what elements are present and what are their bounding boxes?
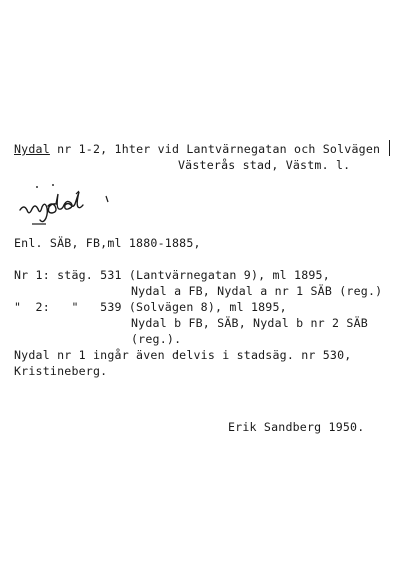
card-edge-mark	[389, 140, 390, 156]
nr1-line-a: Nr 1: stäg. 531 (Lantvärnegatan 9), ml 1895,	[14, 268, 330, 282]
header-line-2: Västerås stad, Västm. l.	[178, 158, 351, 172]
ink-speck	[52, 184, 54, 186]
nr1-line-b: Nydal a FB, Nydal a nr 1 SÄB (reg.)	[131, 284, 383, 298]
note-line-a: Nydal nr 1 ingår även delvis i stadsäg. nr 530,	[14, 348, 352, 362]
enl-line: Enl. SÄB, FB,ml 1880-1885,	[14, 236, 201, 250]
place-name: Nydal	[14, 142, 50, 156]
ink-speck	[36, 186, 38, 188]
header-rest: nr 1-2, 1hter vid Lantvärnegatan och Solvägen	[49, 142, 381, 156]
note-line-b: Kristineberg.	[14, 364, 108, 378]
header-line-1	[14, 142, 380, 156]
nr2-line-c: (reg.).	[131, 332, 182, 346]
author-line: Erik Sandberg 1950.	[228, 420, 365, 434]
nr2-line-b: Nydal b FB, SÄB, Nydal b nr 2 SÄB	[131, 316, 368, 330]
nr2-line-a: " 2: " 539 (Solvägen 8), ml 1895,	[14, 300, 287, 314]
handwritten-signature	[18, 188, 128, 228]
